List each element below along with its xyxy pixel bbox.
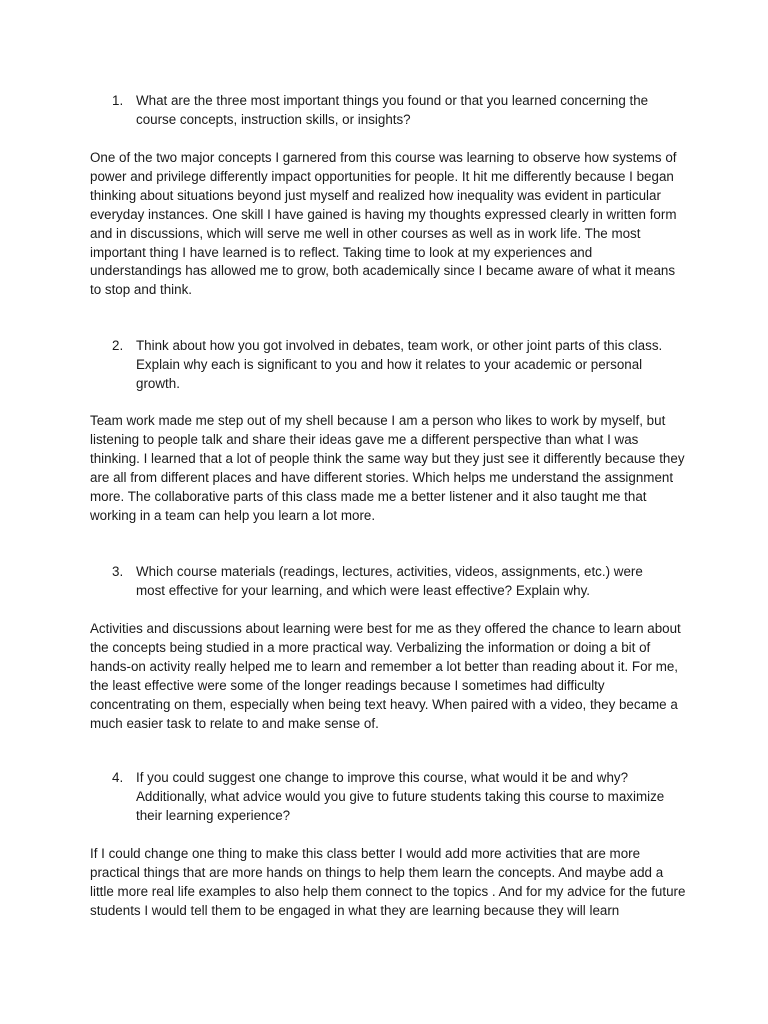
question-1 xyxy=(112,92,672,130)
question-text: Which course materials (readings, lectures, activities, videos, assignments, etc.) were most effective for your learning, and which were least effective? Explain why. xyxy=(136,564,643,598)
question-number: 3. xyxy=(112,564,124,579)
question-2 xyxy=(112,337,672,394)
answer-paragraph-2: Team work made me step out of my shell because I am a person who likes to work by myself, but listening to people talk and share their ideas gave me a different perspective than what I was thinking. I learned that a lot of people think the same way but they just see it differently because they are all from different places and have different stories. Which helps me understand the assignment more. The collaborative parts of this class made me a better listener and it also taught me that working in a team can help you learn a lot more. xyxy=(90,413,685,523)
question-text: If you could suggest one change to improve this course, what would it be and why? Additionally, what advice would you give to future students taking this course to maximize their learning experience? xyxy=(136,770,665,823)
answer-paragraph-4: If I could change one thing to make this class better I would add more activities that are more practical things that are more hands on things to help them learn the concepts. And maybe add a little more real life examples to also help them connect to the topics . And for my advice for the future students I would tell them to be engaged in what they are learning because they will learn xyxy=(90,846,686,918)
question-3 xyxy=(112,563,672,601)
question-number: 2. xyxy=(112,338,124,353)
question-number: 1. xyxy=(112,93,124,108)
question-4 xyxy=(112,769,672,826)
answer-paragraph-3: Activities and discussions about learning were best for me as they offered the chance to learn about the concepts being studied in a more practical way. Verbalizing the information or doing a bit of hands-on activity really helped me to learn and remember a lot better than reading about it. For me, the least effective were some of the longer readings because I sometimes had difficulty concentrating on them, especially when being text heavy. When paired with a video, they became a much easier task to relate to and make sense of. xyxy=(90,621,681,731)
answer-paragraph-1: One of the two major concepts I garnered from this course was learning to observe how systems of power and privilege differently impact opportunities for people. It hit me differently because I began thinking about situations beyond just myself and realized how inequality was evident in particular everyday instances. One skill I have gained is having my thoughts expressed clearly in written form and in discussions, which will serve me well in other courses as well as in work life. The most important thing I have learned is to reflect. Taking time to look at my experiences and understandings has allowed me to grow, both academically since I became aware of what it means to stop and think. xyxy=(90,150,677,298)
question-text: What are the three most important things you found or that you learned concerning the course concepts, instruction skills, or insights? xyxy=(136,93,649,127)
question-number: 4. xyxy=(112,770,124,785)
question-text: Think about how you got involved in debates, team work, or other joint parts of this class. Explain why each is significant to you and how it relates to your academic or personal growth. xyxy=(136,338,663,391)
